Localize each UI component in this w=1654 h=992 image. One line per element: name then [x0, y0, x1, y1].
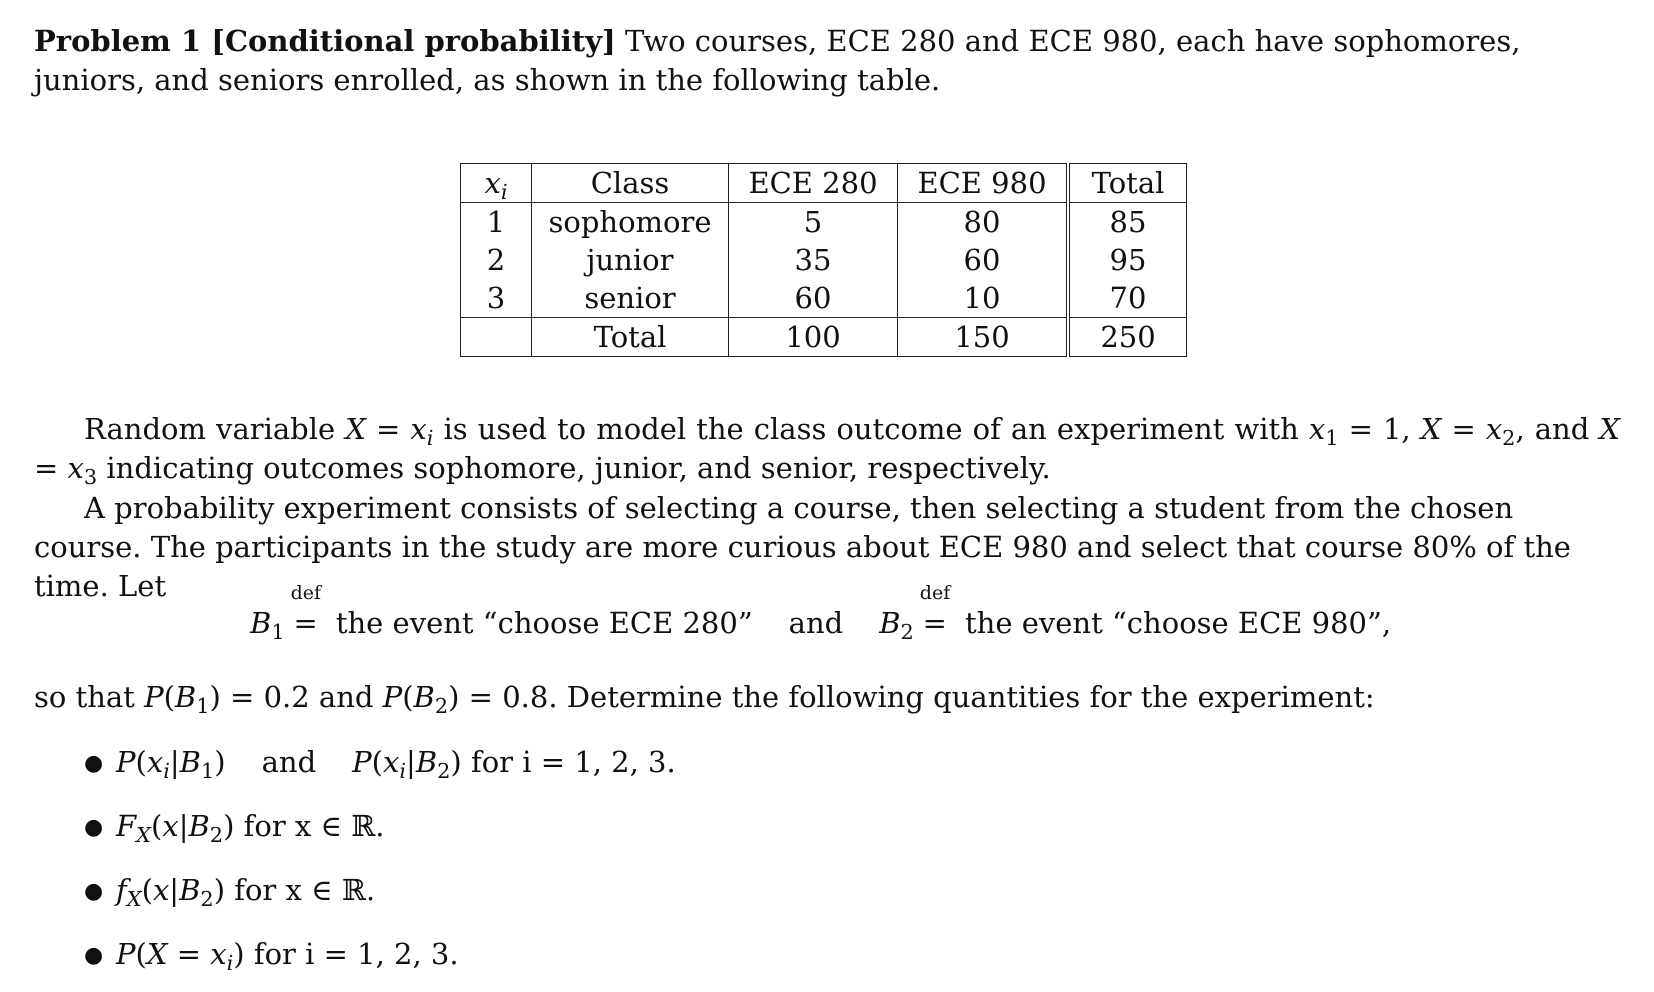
list-item: ● $P(X = x_i)$ for i = 1, 2, 3.	[84, 937, 459, 975]
event-b1-text: the event “choose ECE 280”	[326, 606, 753, 640]
list-item: ● $F_X(x|B_2)$ for x ∈ ℝ.	[84, 809, 385, 847]
cell-ece280: 100	[729, 318, 898, 357]
quantities-list	[84, 730, 676, 986]
list-item: ● $f_X(x|B_2)$ for x ∈ ℝ.	[84, 873, 376, 911]
cell-total: 95	[1068, 241, 1187, 279]
cell-xi	[461, 318, 532, 357]
cell-ece980: 150	[898, 318, 1069, 357]
cell-class: senior	[532, 279, 729, 318]
cell-xi: 1	[461, 203, 532, 242]
cell-ece980: 60	[898, 241, 1069, 279]
event-definitions: $B_1$ def = the event “choose ECE 280” and $B_2$ def = the event “choose ECE 980”,	[250, 582, 1392, 644]
cell-total: 85	[1068, 203, 1187, 242]
problem-heading: Problem 1 [Conditional probability]	[34, 24, 616, 58]
def-equals-symbol: def =	[919, 582, 951, 640]
header-class: Class	[532, 164, 729, 203]
cell-class: sophomore	[532, 203, 729, 242]
cell-class: Total	[532, 318, 729, 357]
header-ece980: ECE 980	[898, 164, 1069, 203]
header-total: Total	[1068, 164, 1187, 203]
cell-ece280: 5	[729, 203, 898, 242]
table-header-row	[461, 164, 1187, 203]
cell-ece980: 10	[898, 279, 1069, 318]
table-row	[461, 203, 1187, 242]
cell-class: junior	[532, 241, 729, 279]
cell-ece280: 60	[729, 279, 898, 318]
random-variable-paragraph: Random variable $X = x_i$ is used to model the class outcome of an experiment with $x_1 = 1$, $X = x_2$, and $X = x_3$ indicating outcomes sophomore, junior, and senior, respectively.	[34, 412, 1621, 489]
cell-total: 250	[1068, 318, 1187, 357]
table-total-row	[461, 318, 1187, 357]
problem-intro	[34, 22, 1620, 100]
header-xi: $x_i$	[461, 164, 532, 203]
cell-ece980: 80	[898, 203, 1069, 242]
event-b2-text: the event “choose ECE 980”,	[955, 606, 1392, 640]
cell-ece280: 35	[729, 241, 898, 279]
list-item: ● $P(x_i|B_1)$ and $P(x_i|B_2)$ for i = 1, 2, 3.	[84, 745, 676, 783]
table-row	[461, 241, 1187, 279]
cell-total: 70	[1068, 279, 1187, 318]
table-row	[461, 279, 1187, 318]
enrollment-table	[460, 163, 1187, 357]
experiment-paragraph: A probability experiment consists of selecting a course, then selecting a student from the chosen course. The participants in the study are more curious about ECE 980 and select that course 80% of the time. Let	[34, 491, 1571, 603]
cell-xi: 2	[461, 241, 532, 279]
def-equals-symbol: def =	[290, 582, 322, 640]
header-ece280: ECE 280	[729, 164, 898, 203]
cell-xi: 3	[461, 279, 532, 318]
probabilities-paragraph: so that $P(B_1) = 0.2$ and $P(B_2) = 0.8$. Determine the following quantities for the experiment:	[34, 680, 1375, 718]
intro-text: Two courses, ECE 280 and ECE 980, each have sophomores, juniors, and seniors enrolled, as shown in the following table.	[34, 24, 1521, 97]
